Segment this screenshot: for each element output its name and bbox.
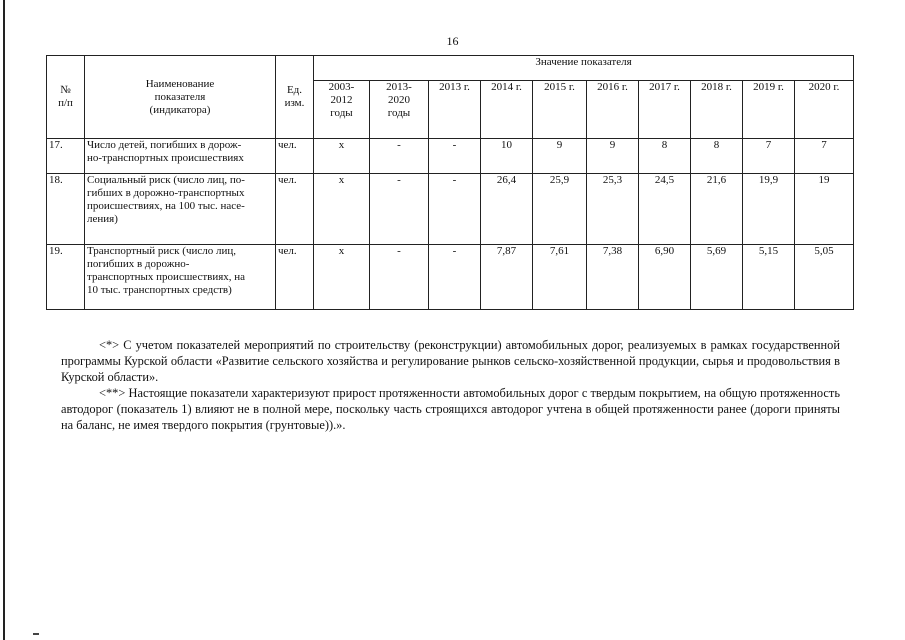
table-row (47, 139, 854, 174)
value-cell: 7 (795, 139, 854, 174)
header-num-label: № п/п (58, 84, 73, 109)
header-year: 2019 г. (743, 81, 795, 139)
footnote-2: <**> Настоящие показатели характеризуют прирост протяженности автомобильных дорог с твердым покрытием, на общую протяженность автодорог (показатель 1) влияют не в полной мере, поскольку часть строящихся автодорог учтена в общей протяженности ранее (дороги приняты на баланс, не имея твердого покрытия (грунтовые)).». (61, 386, 840, 432)
scan-left-edge (3, 0, 5, 640)
value-cell: 19 (795, 174, 854, 245)
header-year: 2013 г. (429, 81, 481, 139)
value-cell: х (314, 174, 370, 245)
value-cell: 5,05 (795, 245, 854, 310)
footnotes (61, 337, 840, 433)
indicator-name: Число детей, погибших в дорож- но-транспортных происшествиях (85, 139, 276, 174)
header-year: 2014 г. (481, 81, 533, 139)
unit-cell: чел. (276, 139, 314, 174)
table-row (47, 174, 854, 245)
value-cell: 7,87 (481, 245, 533, 310)
header-year: 2018 г. (691, 81, 743, 139)
header-value-group: Значение показателя (314, 56, 854, 81)
unit-cell: чел. (276, 245, 314, 310)
value-cell: 5,15 (743, 245, 795, 310)
value-cell: - (429, 139, 481, 174)
header-num (47, 56, 85, 139)
row-number: 19. (47, 245, 85, 310)
value-cell: 9 (587, 139, 639, 174)
header-name-label: Наименование показателя (индикатора) (145, 77, 215, 116)
header-unit (276, 56, 314, 139)
value-cell: - (370, 139, 429, 174)
scan-mark (33, 633, 39, 635)
row-number: 17. (47, 139, 85, 174)
value-cell: 7,38 (587, 245, 639, 310)
header-name (85, 56, 276, 139)
header-row-top (47, 56, 854, 81)
footnote-1: <*> С учетом показателей мероприятий по строительству (реконструкции) автомобильных дорог, реализуемых в рамках государственной программы Курской области «Развитие сельского хозяйства и регулирование рынков сельско-хозяйственной продукции, сырья и продовольствия в Курской области». (61, 338, 840, 384)
value-cell: 5,69 (691, 245, 743, 310)
value-cell: 26,4 (481, 174, 533, 245)
header-year: 2016 г. (587, 81, 639, 139)
value-cell: 7,61 (533, 245, 587, 310)
value-cell: 9 (533, 139, 587, 174)
indicator-name: Социальный риск (число лиц, по- гибших в дорожно-транспортных происшествиях, на 100 тыс. насе- ления) (85, 174, 276, 245)
page-number: 16 (446, 34, 459, 48)
value-cell: 10 (481, 139, 533, 174)
value-cell: - (429, 174, 481, 245)
value-cell: 21,6 (691, 174, 743, 245)
value-cell: - (429, 245, 481, 310)
indicator-name: Транспортный риск (число лиц, погибших в дорожно- транспортных происшествиях, на 10 тыс. транспортных средств) (85, 245, 276, 310)
value-cell: 8 (639, 139, 691, 174)
value-cell: 25,3 (587, 174, 639, 245)
header-year: 2017 г. (639, 81, 691, 139)
row-number: 18. (47, 174, 85, 245)
indicators-table (46, 55, 854, 310)
header-year: 2015 г. (533, 81, 587, 139)
header-year: 2013- 2020 годы (370, 81, 429, 139)
header-year: 2003- 2012 годы (314, 81, 370, 139)
value-cell: 24,5 (639, 174, 691, 245)
value-cell: 8 (691, 139, 743, 174)
value-cell: 25,9 (533, 174, 587, 245)
unit-cell: чел. (276, 174, 314, 245)
value-cell: 6,90 (639, 245, 691, 310)
header-year: 2020 г. (795, 81, 854, 139)
header-unit-label: Ед. изм. (284, 84, 305, 109)
value-cell: - (370, 245, 429, 310)
value-cell: х (314, 245, 370, 310)
value-cell: х (314, 139, 370, 174)
table-row (47, 245, 854, 310)
value-cell: - (370, 174, 429, 245)
value-cell: 7 (743, 139, 795, 174)
value-cell: 19,9 (743, 174, 795, 245)
